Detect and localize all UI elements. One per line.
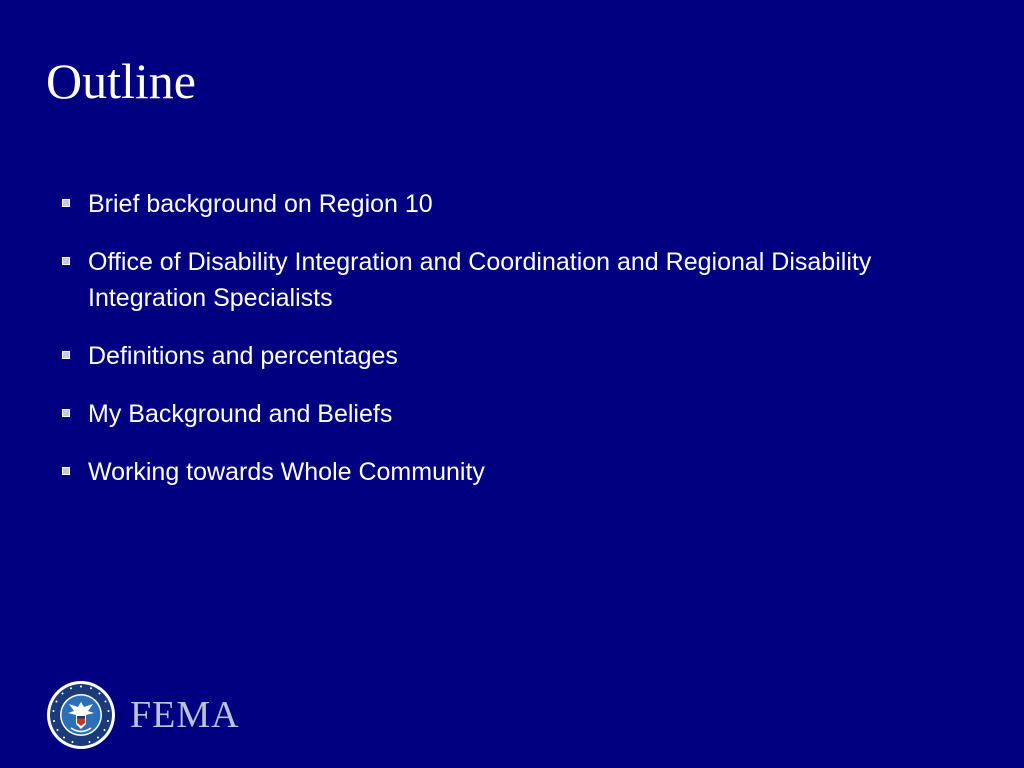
square-bullet-icon (62, 409, 70, 417)
bullet-item (62, 186, 962, 222)
square-bullet-icon (62, 467, 70, 475)
footer-logo (46, 680, 240, 750)
bullet-item (62, 396, 962, 432)
fema-wordmark: FEMA (130, 694, 240, 736)
bullet-item (62, 244, 962, 316)
bullet-text: Definitions and percentages (88, 342, 398, 370)
bullet-text: Working towards Whole Community (88, 458, 485, 486)
square-bullet-icon (62, 199, 70, 207)
slide-title: Outline (46, 53, 196, 109)
bullet-text: My Background and Beliefs (88, 400, 393, 428)
square-bullet-icon (62, 351, 70, 359)
bullet-list (62, 186, 962, 512)
dhs-seal-icon (46, 680, 116, 750)
bullet-item (62, 454, 962, 490)
bullet-text: Office of Disability Integration and Coordination and Regional Disability Integration Specialists (88, 248, 872, 312)
bullet-item (62, 338, 962, 374)
square-bullet-icon (62, 257, 70, 265)
bullet-text: Brief background on Region 10 (88, 190, 433, 218)
